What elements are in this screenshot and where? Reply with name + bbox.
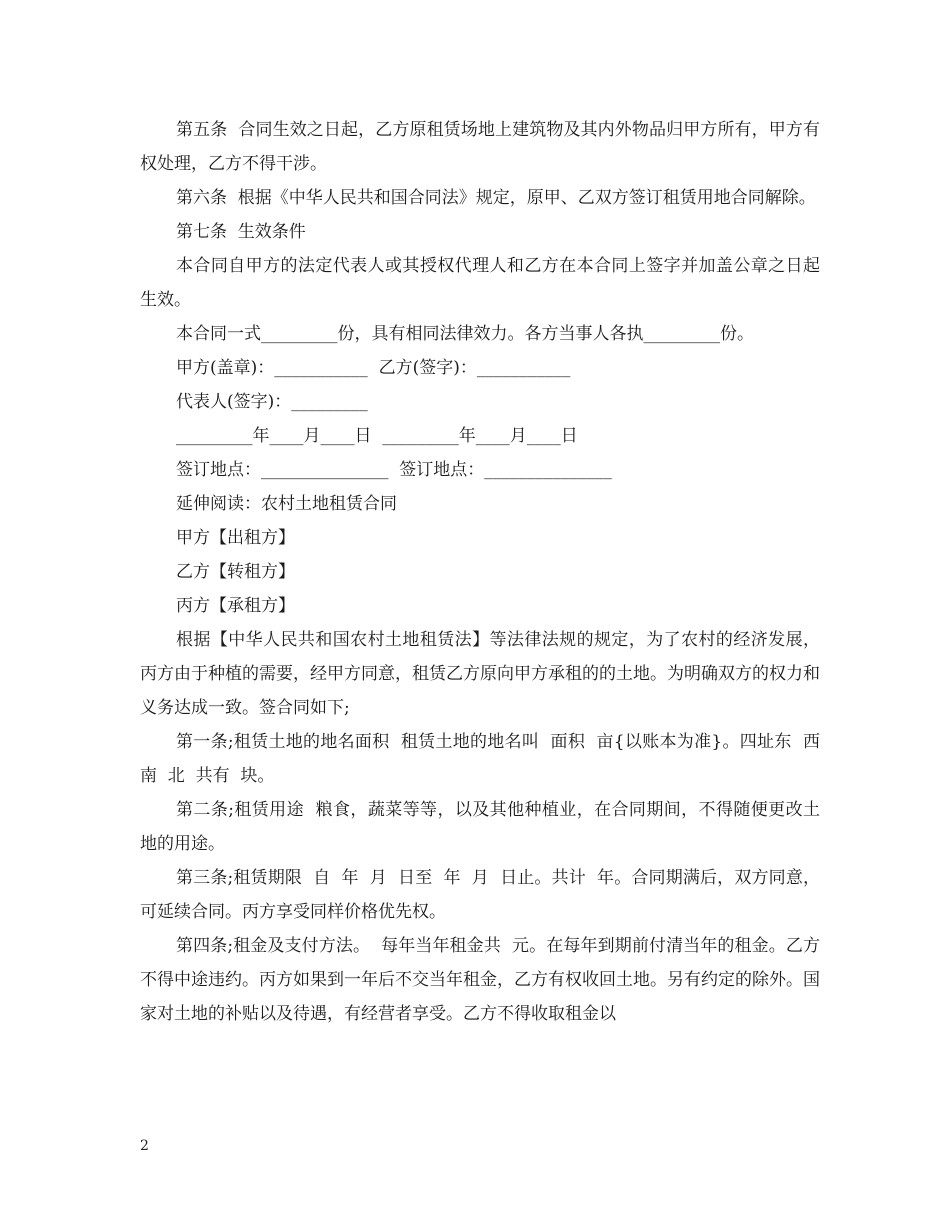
signature-line-representative: 代表人(签字)：_________ — [176, 392, 368, 412]
paragraph-article-5: 第五条 合同生效之日起，乙方原租赁场地上建筑物及其内外物品归甲方所有，甲方有权处理，乙方不得干涉。 — [140, 120, 820, 174]
party-c-lessee: 丙方【承租方】 — [176, 596, 295, 616]
party-a-lessor: 甲方【出租方】 — [176, 528, 295, 548]
paragraph-article-7-heading: 第七条 生效条件 — [176, 222, 306, 242]
paragraph-article-6: 第六条 根据《中华人民共和国合同法》规定，原甲、乙双方签订租赁用地合同解除。 — [176, 188, 816, 208]
page-number: 2 — [140, 1138, 149, 1154]
paragraph-clause-3: 第三条;租赁期限 自 年 月 日至 年 月 日止。共计 年。合同期满后，双方同意，可延续合同。丙方享受同样价格优先权。 — [140, 868, 820, 922]
paragraph-clause-1: 第一条;租赁土地的地名面积 租赁土地的地名叫 面积 亩{以账本为准}。四址东 西 南 北 共有 块。 — [140, 732, 831, 786]
document-body — [140, 113, 831, 1031]
signature-line-dates: _________年____月____日 _________年____月____日 — [176, 426, 578, 446]
paragraph-clause-2: 第二条;租赁用途 粮食，蔬菜等等，以及其他种植业，在合同期间，不得随便更改土地的用途。 — [140, 800, 820, 854]
paragraph-extended-reading: 延伸阅读：农村土地租赁合同 — [176, 494, 397, 514]
party-b-sublessor: 乙方【转租方】 — [176, 562, 295, 582]
paragraph-legal-basis: 根据【中华人民共和国农村土地租赁法】等法律法规的规定，为了农村的经济发展，丙方由于种植的需要，经甲方同意，租赁乙方原向甲方承租的的土地。为明确双方的权力和义务达成一致。签合同如下; — [140, 630, 820, 718]
signature-line-parties: 甲方(盖章)：___________ 乙方(签字)：___________ — [176, 358, 571, 378]
paragraph-copies: 本合同一式_________份，具有相同法律效力。各方当事人各执_________份。 — [176, 324, 754, 344]
paragraph-clause-4: 第四条;租金及支付方法。 每年当年租金共 元。在每年到期前付清当年的租金。乙方不得中途违约。丙方如果到一年后不交当年租金，乙方有权收回土地。另有约定的除外。国家对土地的补贴以及待遇，有经营者享受。乙方不得收取租金以 — [140, 936, 820, 1024]
signature-line-locations: 签订地点：_______________ 签订地点：_______________ — [176, 460, 612, 480]
paragraph-effective-condition: 本合同自甲方的法定代表人或其授权代理人和乙方在本合同上签字并加盖公章之日起生效。 — [140, 256, 820, 310]
